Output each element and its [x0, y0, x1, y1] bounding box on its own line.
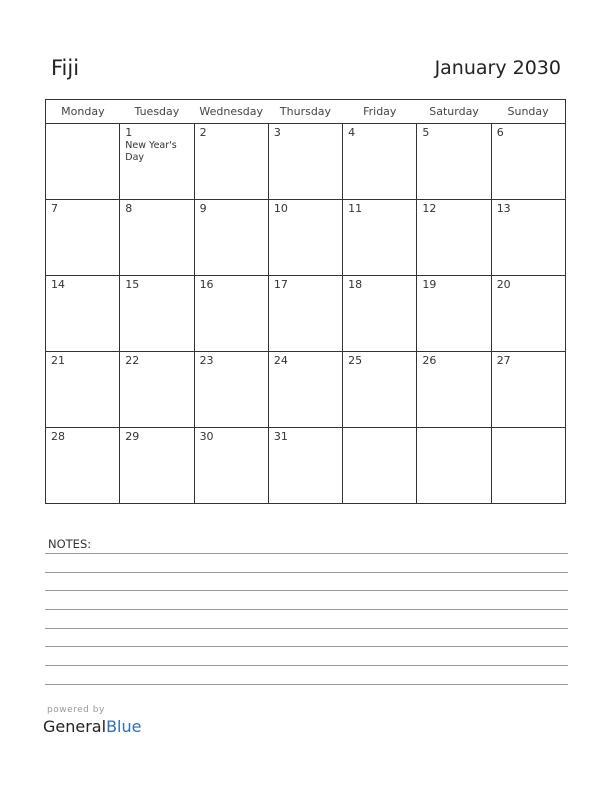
- day-cell: [194, 428, 268, 504]
- weekday-header: Wednesday: [194, 100, 268, 124]
- day-cell: [46, 276, 120, 352]
- day-number: 6: [496, 126, 504, 139]
- day-cell: [46, 124, 120, 200]
- day-cell: [417, 276, 491, 352]
- note-line: [45, 646, 568, 647]
- weekday-header: Tuesday: [120, 100, 194, 124]
- weekday-header: Saturday: [417, 100, 491, 124]
- day-number: 30: [199, 430, 214, 443]
- day-cell: [120, 276, 194, 352]
- day-number: 4: [348, 126, 356, 139]
- day-cell: [268, 352, 342, 428]
- day-cell: [491, 276, 565, 352]
- day-cell: [120, 428, 194, 504]
- day-cell: [46, 352, 120, 428]
- note-line: [45, 665, 568, 666]
- day-number: 21: [51, 354, 65, 367]
- day-cell: [120, 352, 194, 428]
- day-cell: [343, 352, 417, 428]
- day-cell: [417, 124, 491, 200]
- month-year-title: January 2030: [434, 57, 561, 79]
- day-number: 3: [273, 126, 281, 139]
- day-number: 5: [422, 126, 430, 139]
- day-number: 27: [496, 354, 511, 367]
- day-cell: [343, 428, 417, 504]
- day-number: 20: [496, 278, 511, 291]
- day-cell: [491, 200, 565, 276]
- day-cell: [343, 276, 417, 352]
- weekday-header: Friday: [343, 100, 417, 124]
- day-number: 15: [125, 278, 140, 291]
- day-number: 10: [273, 202, 288, 215]
- day-cell: [46, 428, 120, 504]
- weekday-header: Monday: [46, 100, 120, 124]
- note-line: [45, 590, 568, 591]
- day-cell: [417, 352, 491, 428]
- calendar-week-row: [46, 276, 566, 352]
- day-cell: [120, 200, 194, 276]
- day-cell: [491, 352, 565, 428]
- day-number: 13: [496, 202, 511, 215]
- day-cell: [194, 276, 268, 352]
- day-number: 22: [125, 354, 140, 367]
- logo-general: General: [43, 717, 107, 736]
- day-cell: [268, 124, 342, 200]
- weekday-header-row: [46, 100, 566, 124]
- day-number: 2: [199, 126, 207, 139]
- day-cell: [491, 124, 565, 200]
- country-title: Fiji: [51, 56, 80, 80]
- day-number: 25: [348, 354, 363, 367]
- day-number: 29: [125, 430, 140, 443]
- note-line: [45, 609, 568, 610]
- day-cell: [194, 352, 268, 428]
- day-number: 26: [422, 354, 437, 367]
- note-line: [45, 553, 568, 554]
- note-line: [45, 628, 568, 629]
- day-cell: [194, 200, 268, 276]
- day-number: 9: [199, 202, 207, 215]
- day-cell: [268, 200, 342, 276]
- calendar-week-row: [46, 352, 566, 428]
- day-number: 16: [199, 278, 214, 291]
- day-cell: [491, 428, 565, 504]
- day-cell: [343, 200, 417, 276]
- day-number: 8: [125, 202, 133, 215]
- day-cell: [120, 124, 194, 200]
- note-line: [45, 684, 568, 685]
- day-number: 23: [199, 354, 214, 367]
- day-cell: [268, 276, 342, 352]
- generalblue-logo[interactable]: [43, 717, 141, 736]
- holiday-label: New Year's Day: [125, 140, 177, 163]
- notes-label: NOTES:: [48, 537, 92, 551]
- calendar-week-row: [46, 428, 566, 504]
- day-number: 14: [51, 278, 65, 291]
- day-number: 12: [422, 202, 437, 215]
- weekday-header: Sunday: [491, 100, 565, 124]
- day-number: 28: [51, 430, 65, 443]
- day-cell: [417, 200, 491, 276]
- day-cell: [343, 124, 417, 200]
- day-number: 19: [422, 278, 437, 291]
- day-number: 24: [273, 354, 288, 367]
- logo-blue: Blue: [106, 717, 142, 736]
- day-number: 18: [348, 278, 363, 291]
- weekday-header: Thursday: [268, 100, 342, 124]
- day-number: 11: [348, 202, 363, 215]
- calendar-grid: [45, 99, 566, 504]
- day-cell: [417, 428, 491, 504]
- day-number: 31: [273, 430, 288, 443]
- day-number: 17: [273, 278, 288, 291]
- day-number: 1: [125, 126, 133, 139]
- day-number: 7: [51, 202, 58, 215]
- day-cell: [46, 200, 120, 276]
- note-line: [45, 572, 568, 573]
- day-cell: [268, 428, 342, 504]
- calendar-week-row: [46, 200, 566, 276]
- calendar-week-row: [46, 124, 566, 200]
- day-cell: [194, 124, 268, 200]
- powered-by-text: powered by: [47, 705, 105, 715]
